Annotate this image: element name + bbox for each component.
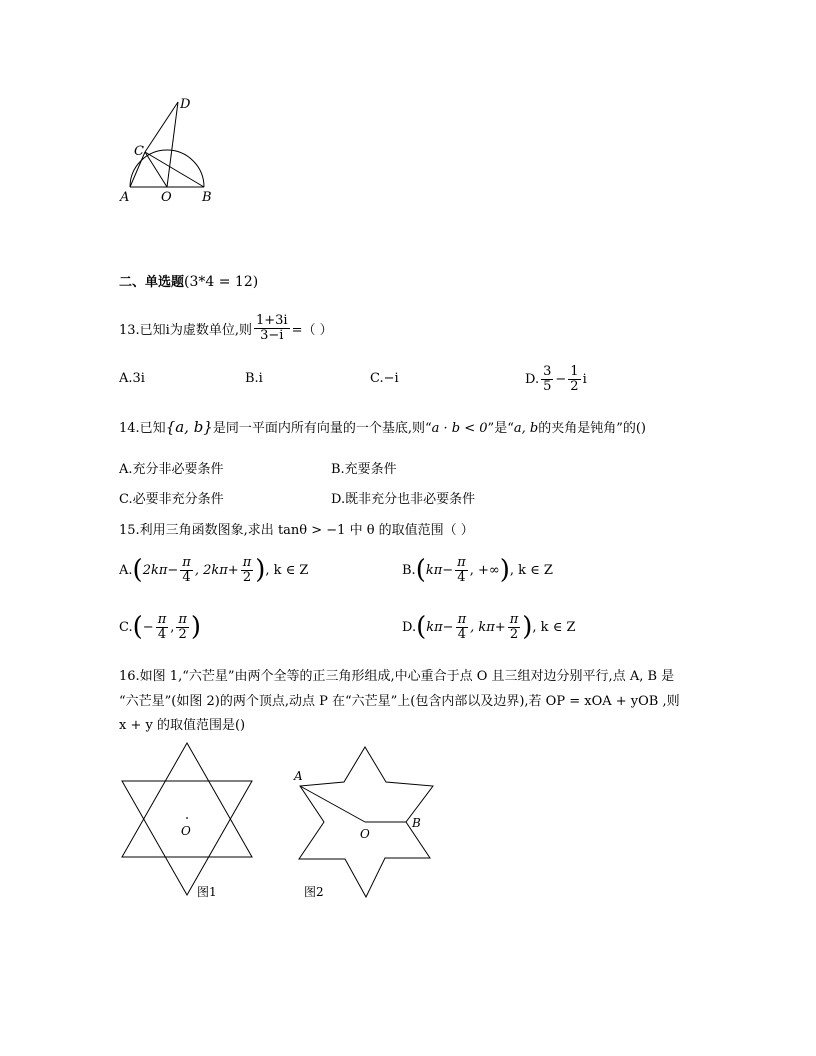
question-15: 15.利用三角函数图象,求出 tanθ > −1 中 θ 的取值范围（ ） [119,523,474,538]
fig2-caption: 图2 [304,885,324,899]
q15-b-mid: , +∞ [469,562,500,578]
q15-a-label: A. [119,562,133,578]
q15-d-frac2 [508,613,521,641]
fig2-label-A: A [294,769,303,783]
q15-d-mid: , kπ+ [470,619,506,635]
q15-d-pi2: π [509,611,519,627]
q15-c-frac1 [156,613,169,641]
q13-option-d [525,360,587,398]
q14-set: {a, b} [165,418,213,436]
q15-d-tail: , k ∈ Z [532,619,576,635]
q15-a-mid: , 2kπ+ [194,562,239,578]
section-score: (3*4 = 12) [184,274,259,290]
q14-option-b: B.充要条件 [331,462,397,477]
q15-d-label: D. [402,619,417,635]
q13-d-num2: 1 [570,363,579,379]
q13-d-frac2 [568,365,580,393]
q15-a-two: 2 [242,569,252,585]
q13-d-den2: 2 [570,378,579,394]
q14-condition: a · b < 0 [431,421,488,436]
q13-prefix: 13.已知i为虚数单位,则 [119,322,252,338]
q15-a-pi1: π [182,554,191,570]
q14-stem-1: 14.已知 [119,421,166,436]
fig1-center-label: O [181,824,191,838]
label-A: A [120,190,130,205]
q13-d-den1: 5 [543,378,552,394]
q15-b-frac [455,556,468,584]
q14-pair: a, b [513,421,539,436]
q13-d-frac1 [541,365,553,393]
q15-option-a: A. ( 2kπ− $\frac{\pi}{4}$ , 2kπ+ $\frac{\pi}{2}$ ) , k ∈ Z [119,554,309,585]
q15-d-two: 2 [509,626,519,642]
fig2-label-O: O [360,827,370,841]
q15-c-label: C. [119,619,133,635]
q15-option-b: B. ( kπ− $\frac{\pi}{4}$ , +∞ ) , k ∈ Z [402,554,553,585]
q13-option-b: B.i [245,371,263,386]
q14-option-d: D.既非充分也非必要条件 [331,492,476,507]
q13-d-tail: i [582,371,587,387]
question-14 [119,417,646,436]
q16-line-3: x + y 的取值范围是() [119,718,246,733]
label-O: O [161,190,172,205]
section-title: 二、单选题 [119,275,185,290]
q13-option-c: C.−i [370,371,399,386]
label-B: B [202,190,212,205]
q14-option-c: C.必要非充分条件 [119,492,224,507]
q15-a-pi2: π [242,554,252,570]
q15-a-frac1 [180,556,193,584]
q15-option-d: D. ( kπ− $\frac{\pi}{4}$ , kπ+ $\frac{\pi}{2}$ ) , k ∈ Z [402,611,576,642]
q15-option-c: C. ( − $\frac{\pi}{4}$ , $\frac{\pi}{2}$ ) [119,611,202,642]
q15-d-four: 4 [457,626,466,642]
q16-line-1: 16.如图 1,“六芒星”由两个全等的正三角形组成,中心重合于点 O 且三组对边分别平行,点 A, B 是 [119,669,675,684]
q15-c-left: − [142,619,154,635]
fig2-label-B: B [412,816,421,830]
figure-2-hexagram [290,740,450,905]
q15-d-pi1: π [457,611,467,627]
q16-line-2: “六芒星”(如图 2)的两个顶点,动点 P 在“六芒星”上(包含内部以及边界),若 OP = xOA + yOB ,则 [119,694,680,709]
fig1-caption: 图1 [197,885,217,899]
q15-b-label: B. [402,562,416,578]
q15-d-frac1 [456,613,469,641]
q15-b-left: kπ− [425,562,454,578]
q13-numerator: 1+3i [255,312,288,328]
q15-c-four: 4 [157,626,167,642]
section-heading [119,271,258,290]
q14-stem-3: ”是“ [487,421,514,436]
q15-b-four: 4 [457,569,466,585]
label-D: D [180,97,191,112]
semicircle-figure [112,92,222,207]
q15-c-mid: , [170,619,175,635]
q15-a-tail: , k ∈ Z [265,562,309,578]
q14-stem-4: 的夹角是钝角”的() [538,421,646,436]
q14-option-a: A.充分非必要条件 [119,462,224,477]
q13-denominator: 3−i [260,327,284,343]
q13-fraction [254,314,290,342]
q15-c-pi2: π [178,611,187,627]
q15-a-frac2 [241,556,254,584]
label-C: C [134,144,144,159]
q15-b-tail: , k ∈ Z [509,562,553,578]
q15-a-four: 4 [182,569,191,585]
q15-a-left: 2kπ− [142,562,179,578]
q15-c-frac2 [176,613,189,641]
q15-b-pi: π [457,554,466,570]
q13-suffix: =（ ） [291,322,333,338]
figure-1-hexagram [115,740,265,905]
q15-c-pi1: π [157,611,167,627]
q15-c-two: 2 [178,626,187,642]
q13-d-minus: − [555,371,567,387]
question-13 [119,308,333,348]
q13-option-a: A.3i [119,371,145,386]
q13-d-num1: 3 [543,363,552,379]
q14-stem-2: 是同一平面内所有向量的一个基底,则“ [212,421,432,436]
q15-d-left: kπ− [426,619,454,635]
q13-d-label: D. [525,371,540,387]
